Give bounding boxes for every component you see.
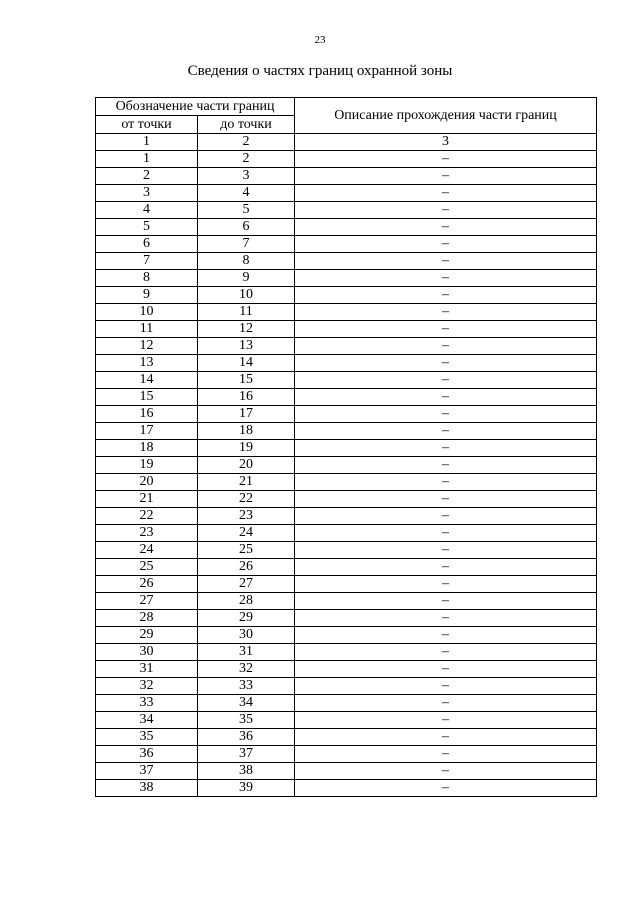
to-point-cell: 27 (198, 576, 295, 593)
from-point-cell: 9 (96, 287, 198, 304)
table-row (96, 678, 597, 695)
table-row (96, 202, 597, 219)
from-point-cell: 17 (96, 423, 198, 440)
description-cell: – (295, 508, 597, 525)
to-point-cell: 16 (198, 389, 295, 406)
table-row (96, 270, 597, 287)
column-number-cell: 1 (96, 134, 198, 151)
to-point-cell: 13 (198, 338, 295, 355)
from-point-cell: 3 (96, 185, 198, 202)
column-number-cell: 3 (295, 134, 597, 151)
from-point-cell: 38 (96, 780, 198, 797)
from-point-cell: 4 (96, 202, 198, 219)
to-point-cell: 35 (198, 712, 295, 729)
description-cell: – (295, 168, 597, 185)
table-row (96, 287, 597, 304)
table-row (96, 542, 597, 559)
to-point-cell: 24 (198, 525, 295, 542)
to-point-cell: 33 (198, 678, 295, 695)
to-point-cell: 30 (198, 627, 295, 644)
table-row (96, 474, 597, 491)
description-cell: – (295, 661, 597, 678)
to-point-cell: 17 (198, 406, 295, 423)
to-point-cell: 8 (198, 253, 295, 270)
description-cell: – (295, 525, 597, 542)
from-point-cell: 6 (96, 236, 198, 253)
description-cell: – (295, 780, 597, 797)
from-point-cell: 35 (96, 729, 198, 746)
to-point-cell: 32 (198, 661, 295, 678)
to-point-cell: 25 (198, 542, 295, 559)
to-point-cell: 2 (198, 151, 295, 168)
table-row (96, 559, 597, 576)
description-cell: – (295, 729, 597, 746)
description-cell: – (295, 491, 597, 508)
description-cell: – (295, 338, 597, 355)
from-point-cell: 37 (96, 763, 198, 780)
from-point-cell: 25 (96, 559, 198, 576)
from-point-cell: 27 (96, 593, 198, 610)
table-row (96, 712, 597, 729)
description-cell: – (295, 406, 597, 423)
description-cell: – (295, 270, 597, 287)
table-row (96, 423, 597, 440)
to-point-cell: 19 (198, 440, 295, 457)
from-point-cell: 32 (96, 678, 198, 695)
description-cell: – (295, 389, 597, 406)
description-cell: – (295, 610, 597, 627)
table-row (96, 763, 597, 780)
table-row (96, 746, 597, 763)
table-row (96, 610, 597, 627)
page-title: Сведения о частях границ охранной зоны (187, 63, 453, 79)
description-cell: – (295, 712, 597, 729)
from-point-cell: 20 (96, 474, 198, 491)
table-row (96, 576, 597, 593)
description-cell: – (295, 185, 597, 202)
description-cell: – (295, 202, 597, 219)
to-point-cell: 31 (198, 644, 295, 661)
from-point-cell: 10 (96, 304, 198, 321)
to-point-cell: 6 (198, 219, 295, 236)
table-row (96, 304, 597, 321)
from-point-cell: 21 (96, 491, 198, 508)
description-cell: – (295, 593, 597, 610)
description-cell: – (295, 457, 597, 474)
table-row (96, 372, 597, 389)
to-point-cell: 20 (198, 457, 295, 474)
from-point-cell: 5 (96, 219, 198, 236)
description-cell: – (295, 236, 597, 253)
to-point-cell: 29 (198, 610, 295, 627)
table-row (96, 508, 597, 525)
to-point-cell: 18 (198, 423, 295, 440)
description-cell: – (295, 372, 597, 389)
to-point-cell: 12 (198, 321, 295, 338)
table-row (96, 593, 597, 610)
from-point-cell: 1 (96, 151, 198, 168)
to-point-cell: 5 (198, 202, 295, 219)
from-point-cell: 14 (96, 372, 198, 389)
description-cell: – (295, 763, 597, 780)
from-point-cell: 7 (96, 253, 198, 270)
from-point-cell: 11 (96, 321, 198, 338)
description-cell: – (295, 695, 597, 712)
table-row (96, 729, 597, 746)
from-point-cell: 31 (96, 661, 198, 678)
from-point-cell: 24 (96, 542, 198, 559)
table-row (96, 440, 597, 457)
from-point-cell: 28 (96, 610, 198, 627)
from-point-cell: 23 (96, 525, 198, 542)
to-point-cell: 7 (198, 236, 295, 253)
table-row (96, 168, 597, 185)
table-row (96, 644, 597, 661)
to-point-cell: 21 (198, 474, 295, 491)
from-point-cell: 12 (96, 338, 198, 355)
from-point-cell: 33 (96, 695, 198, 712)
to-point-cell: 9 (198, 270, 295, 287)
boundary-parts-table (95, 97, 597, 797)
table-row (96, 389, 597, 406)
to-point-cell: 39 (198, 780, 295, 797)
table-row (96, 236, 597, 253)
description-cell: – (295, 287, 597, 304)
from-point-cell: 26 (96, 576, 198, 593)
from-point-cell: 16 (96, 406, 198, 423)
description-cell: – (295, 423, 597, 440)
from-point-cell: 13 (96, 355, 198, 372)
to-point-cell: 15 (198, 372, 295, 389)
to-point-cell: 26 (198, 559, 295, 576)
to-point-cell: 38 (198, 763, 295, 780)
description-cell: – (295, 627, 597, 644)
to-point-cell: 36 (198, 729, 295, 746)
to-point-cell: 22 (198, 491, 295, 508)
table-row (96, 355, 597, 372)
to-point-cell: 37 (198, 746, 295, 763)
to-point-cell: 28 (198, 593, 295, 610)
to-point-cell: 10 (198, 287, 295, 304)
from-point-cell: 18 (96, 440, 198, 457)
from-point-cell: 2 (96, 168, 198, 185)
to-point-cell: 23 (198, 508, 295, 525)
table-row (96, 491, 597, 508)
table-row (96, 151, 597, 168)
header-to-point: до точки (198, 116, 295, 134)
to-point-cell: 11 (198, 304, 295, 321)
table-row (96, 525, 597, 542)
description-cell: – (295, 746, 597, 763)
column-number-cell: 2 (198, 134, 295, 151)
table-body (96, 151, 597, 797)
from-point-cell: 36 (96, 746, 198, 763)
description-cell: – (295, 576, 597, 593)
description-cell: – (295, 219, 597, 236)
from-point-cell: 22 (96, 508, 198, 525)
from-point-cell: 19 (96, 457, 198, 474)
description-cell: – (295, 644, 597, 661)
description-cell: – (295, 440, 597, 457)
table-row (96, 457, 597, 474)
header-from-point: от точки (96, 116, 198, 134)
table-row (96, 338, 597, 355)
table-row (96, 661, 597, 678)
from-point-cell: 30 (96, 644, 198, 661)
description-cell: – (295, 559, 597, 576)
description-cell: – (295, 151, 597, 168)
table-row (96, 321, 597, 338)
description-cell: – (295, 321, 597, 338)
table-row (96, 406, 597, 423)
description-cell: – (295, 253, 597, 270)
table-row (96, 185, 597, 202)
to-point-cell: 3 (198, 168, 295, 185)
description-cell: – (295, 304, 597, 321)
description-cell: – (295, 355, 597, 372)
table-row (96, 219, 597, 236)
to-point-cell: 34 (198, 695, 295, 712)
to-point-cell: 14 (198, 355, 295, 372)
to-point-cell: 4 (198, 185, 295, 202)
table-row (96, 627, 597, 644)
from-point-cell: 29 (96, 627, 198, 644)
table-row (96, 780, 597, 797)
description-cell: – (295, 678, 597, 695)
from-point-cell: 15 (96, 389, 198, 406)
from-point-cell: 34 (96, 712, 198, 729)
table-row (96, 253, 597, 270)
table-row (96, 695, 597, 712)
description-cell: – (295, 542, 597, 559)
header-boundary-designation: Обозначение части границ (96, 98, 295, 116)
header-boundary-description: Описание прохождения части границ (295, 98, 597, 134)
from-point-cell: 8 (96, 270, 198, 287)
description-cell: – (295, 474, 597, 491)
page-number: 23 (314, 34, 326, 46)
